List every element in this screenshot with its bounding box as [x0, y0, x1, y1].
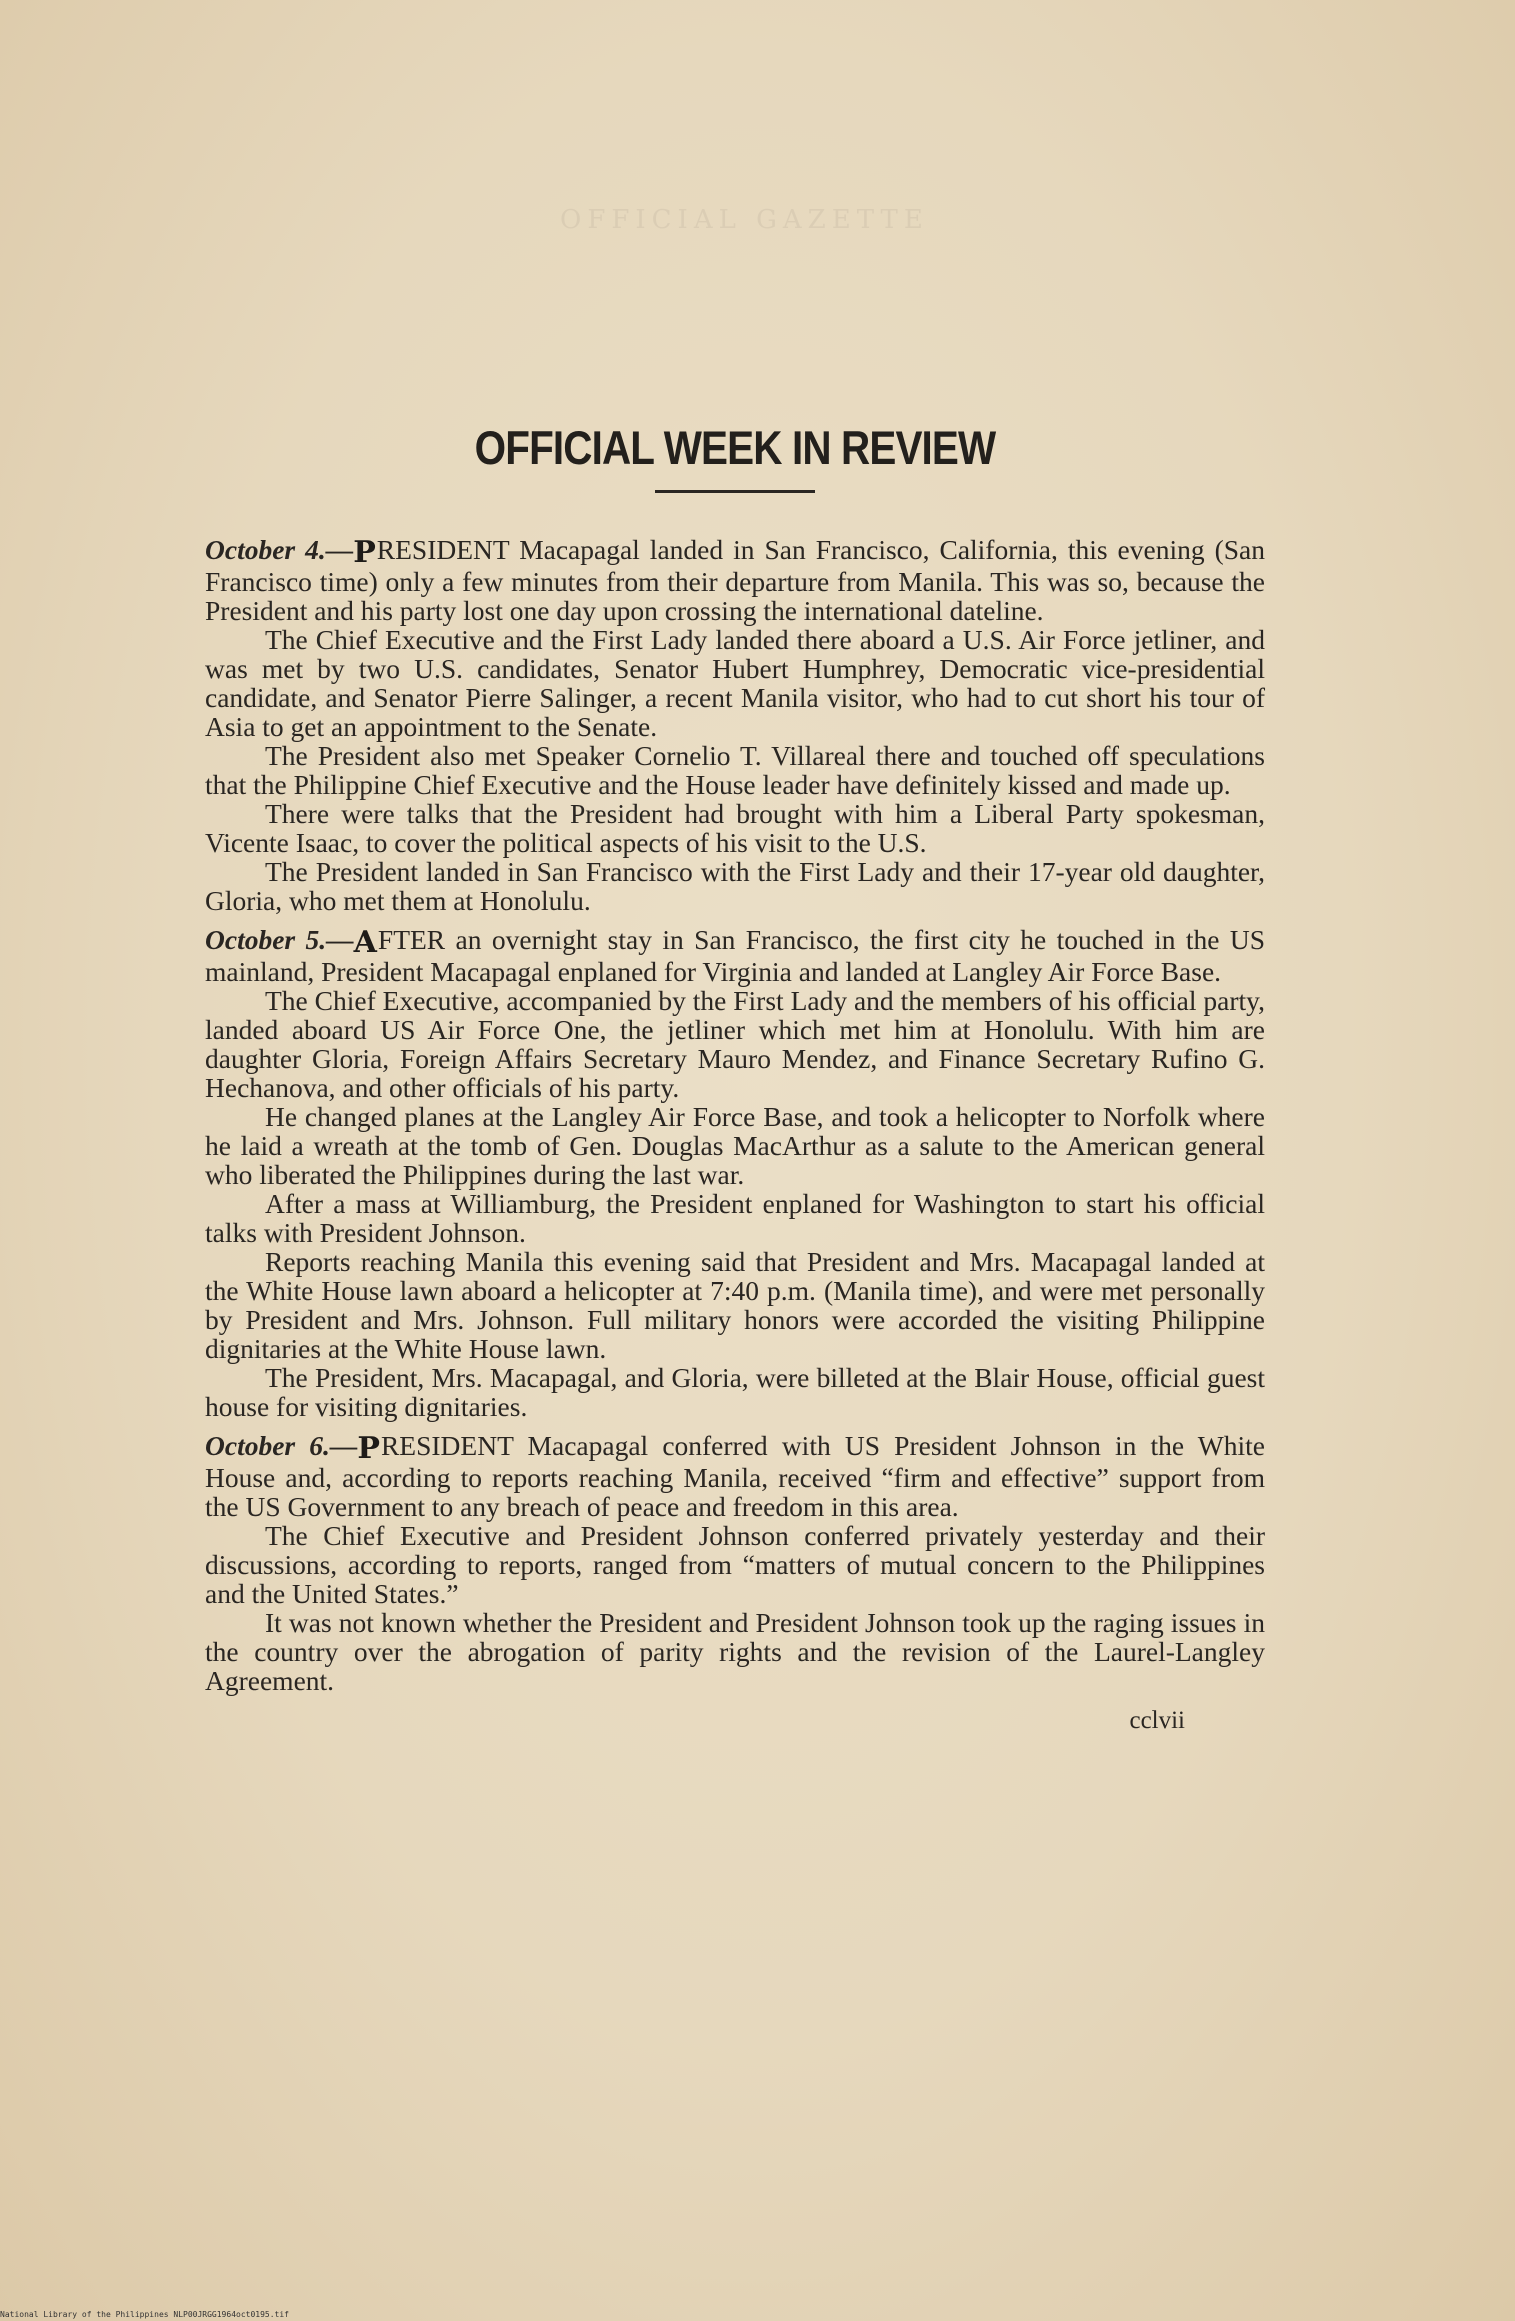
entry-date: October 5.— — [205, 924, 354, 955]
entry-lead — [205, 925, 1265, 986]
entry-october-4 — [205, 535, 1265, 915]
lead-text: FTER an overnight stay in San Francisco, the first city he touched in the US mainland, President Macapagal enplaned for Virginia and landed at Langley Air Force Base. — [205, 924, 1265, 987]
entry-october-5 — [205, 925, 1265, 1421]
lead-text: RESIDENT Macapagal conferred with US President Johnson in the White House and, according to reports reaching Manila, received “firm and effective” support from the US Government to any breach of peace and freedom in this area. — [205, 1430, 1265, 1522]
paragraph: He changed planes at the Langley Air Force Base, and took a helicopter to Norfolk where he laid a wreath at the tomb of Gen. Douglas MacArthur as a salute to the American general who liberated the Philippines during the last war. — [205, 1101, 1265, 1190]
lead-text: RESIDENT Macapagal landed in San Francisco, California, this evening (San Francisco time) only a few minutes from their departure from Manila. This was so, because the President and his party lost one day upon crossing the international dateline. — [205, 534, 1265, 626]
paragraph: After a mass at Williamburg, the President enplaned for Washington to start his official talks with President Johnson. — [205, 1188, 1265, 1248]
drop-cap: P — [357, 1431, 380, 1466]
paragraph: The President landed in San Francisco with the First Lady and their 17-year old daughter, Gloria, who met them at Honolulu. — [205, 856, 1265, 916]
entry-date: October 6.— — [205, 1430, 358, 1461]
paragraph: The Chief Executive and President Johnson conferred privately yesterday and their discussions, according to reports, ranged from “matters of mutual concern to the Philippines and the United States.” — [205, 1520, 1265, 1609]
entry-october-6 — [205, 1431, 1265, 1695]
page-title: OFFICIAL WEEK IN REVIEW — [474, 421, 996, 474]
paragraph: There were talks that the President had brought with him a Liberal Party spokesman, Vicente Isaac, to cover the political aspects of his visit to the U.S. — [205, 798, 1265, 858]
paragraph: The Chief Executive and the First Lady landed there aboard a U.S. Air Force jetliner, and was met by two U.S. candidates, Senator Hubert Humphrey, Democratic vice-presidential candidate, and Senator Pierre Salinger, a recent Manila visitor, who had to cut short his tour of Asia to get an appointment to the Senate. — [205, 624, 1265, 742]
entry-lead — [205, 535, 1265, 625]
entry-date: October 4.— — [205, 534, 354, 565]
title-rule — [655, 490, 815, 493]
scan-footer: National Library of the Philippines NLP00JRGG1964oct0195.tif — [0, 2310, 289, 2319]
paragraph: The President, Mrs. Macapagal, and Gloria, were billeted at the Blair House, official guest house for visiting dignitaries. — [205, 1362, 1265, 1422]
paragraph: Reports reaching Manila this evening said that President and Mrs. Macapagal landed at the White House lawn aboard a helicopter at 7:40 p.m. (Manila time), and were met personally by President and Mrs. Johnson. Full military honors were accorded the visiting Philippine dignitaries at the White House lawn. — [205, 1246, 1265, 1364]
paragraph: The Chief Executive, accompanied by the First Lady and the members of his official party, landed aboard US Air Force One, the jetliner which met him at Honolulu. With him are daughter Gloria, Foreign Affairs Secretary Mauro Mendez, and Finance Secretary Rufino G. Hechanova, and other officials of his party. — [205, 985, 1265, 1103]
paragraph: The President also met Speaker Cornelio T. Villareal there and touched off speculations that the Philippine Chief Executive and the House leader have definitely kissed and made up. — [205, 740, 1265, 800]
article — [205, 420, 1265, 1735]
page-number: cclvii — [1129, 1707, 1185, 1734]
bleed-through-text: OFFICIAL GAZETTE — [560, 205, 929, 235]
drop-cap: P — [353, 535, 376, 570]
entry-lead — [205, 1431, 1265, 1521]
paragraph: It was not known whether the President and President Johnson took up the raging issues in the country over the abrogation of parity rights and the revision of the Laurel-Langley Agreement. — [205, 1607, 1265, 1696]
drop-cap: A — [353, 925, 377, 960]
